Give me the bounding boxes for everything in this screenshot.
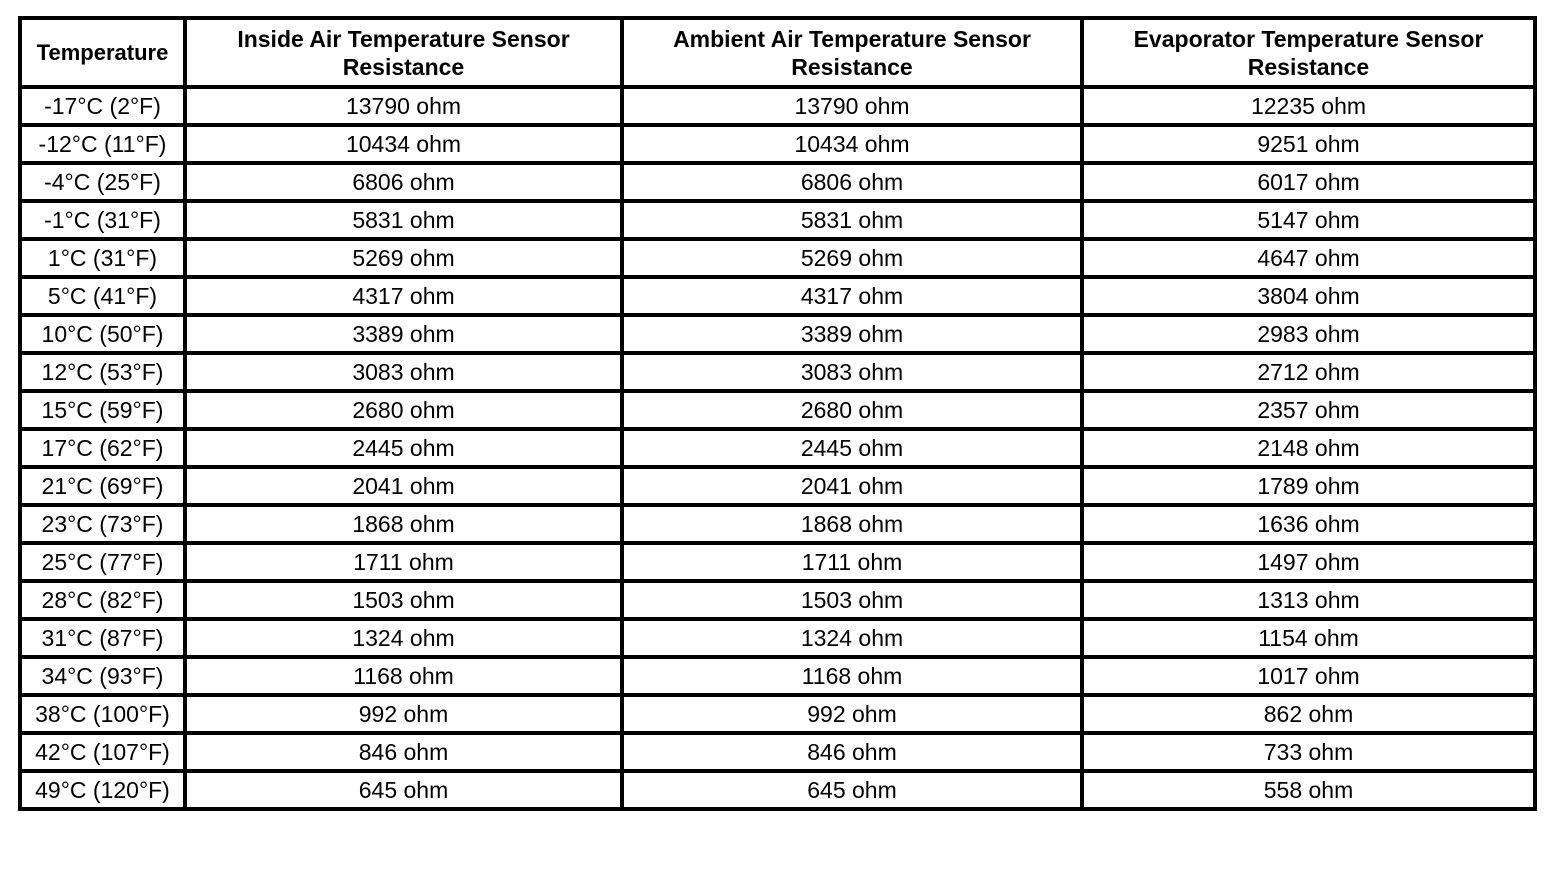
cell-inside-air-resistance: 1868 ohm: [185, 505, 622, 543]
table-row: [20, 543, 1535, 581]
table-row: [20, 695, 1535, 733]
cell-ambient-air-resistance: 4317 ohm: [622, 277, 1082, 315]
cell-inside-air-resistance: 10434 ohm: [185, 125, 622, 163]
cell-temperature: 10°C (50°F): [20, 315, 185, 353]
cell-evaporator-resistance: 1636 ohm: [1082, 505, 1535, 543]
cell-inside-air-resistance: 5831 ohm: [185, 201, 622, 239]
cell-ambient-air-resistance: 2041 ohm: [622, 467, 1082, 505]
table-body: [20, 87, 1535, 809]
table-row: [20, 163, 1535, 201]
cell-evaporator-resistance: 862 ohm: [1082, 695, 1535, 733]
cell-temperature: -17°C (2°F): [20, 87, 185, 125]
table-row: [20, 125, 1535, 163]
cell-inside-air-resistance: 1168 ohm: [185, 657, 622, 695]
cell-temperature: 12°C (53°F): [20, 353, 185, 391]
cell-temperature: 31°C (87°F): [20, 619, 185, 657]
cell-temperature: -4°C (25°F): [20, 163, 185, 201]
cell-inside-air-resistance: 992 ohm: [185, 695, 622, 733]
cell-evaporator-resistance: 6017 ohm: [1082, 163, 1535, 201]
table-row: [20, 391, 1535, 429]
table-row: [20, 505, 1535, 543]
cell-ambient-air-resistance: 1711 ohm: [622, 543, 1082, 581]
table-row: [20, 619, 1535, 657]
cell-evaporator-resistance: 5147 ohm: [1082, 201, 1535, 239]
cell-evaporator-resistance: 4647 ohm: [1082, 239, 1535, 277]
cell-temperature: 5°C (41°F): [20, 277, 185, 315]
column-header-evaporator: Evaporator Temperature Sensor Resistance: [1082, 18, 1535, 87]
table-header-row: [20, 18, 1535, 87]
column-header-inside-air: Inside Air Temperature Sensor Resistance: [185, 18, 622, 87]
cell-ambient-air-resistance: 5269 ohm: [622, 239, 1082, 277]
cell-temperature: -12°C (11°F): [20, 125, 185, 163]
cell-ambient-air-resistance: 1168 ohm: [622, 657, 1082, 695]
cell-evaporator-resistance: 1017 ohm: [1082, 657, 1535, 695]
cell-evaporator-resistance: 12235 ohm: [1082, 87, 1535, 125]
cell-ambient-air-resistance: 6806 ohm: [622, 163, 1082, 201]
cell-evaporator-resistance: 1789 ohm: [1082, 467, 1535, 505]
cell-temperature: 25°C (77°F): [20, 543, 185, 581]
cell-inside-air-resistance: 3083 ohm: [185, 353, 622, 391]
cell-ambient-air-resistance: 1324 ohm: [622, 619, 1082, 657]
cell-temperature: 23°C (73°F): [20, 505, 185, 543]
cell-ambient-air-resistance: 3389 ohm: [622, 315, 1082, 353]
cell-evaporator-resistance: 2712 ohm: [1082, 353, 1535, 391]
table-row: [20, 277, 1535, 315]
table-row: [20, 733, 1535, 771]
column-header-temperature: Temperature: [20, 18, 185, 87]
table-row: [20, 239, 1535, 277]
table-row: [20, 771, 1535, 809]
cell-evaporator-resistance: 2983 ohm: [1082, 315, 1535, 353]
cell-ambient-air-resistance: 1868 ohm: [622, 505, 1082, 543]
cell-ambient-air-resistance: 1503 ohm: [622, 581, 1082, 619]
cell-temperature: 15°C (59°F): [20, 391, 185, 429]
table-row: [20, 201, 1535, 239]
cell-temperature: 49°C (120°F): [20, 771, 185, 809]
cell-evaporator-resistance: 2148 ohm: [1082, 429, 1535, 467]
cell-inside-air-resistance: 3389 ohm: [185, 315, 622, 353]
cell-evaporator-resistance: 9251 ohm: [1082, 125, 1535, 163]
cell-inside-air-resistance: 645 ohm: [185, 771, 622, 809]
cell-temperature: -1°C (31°F): [20, 201, 185, 239]
cell-evaporator-resistance: 733 ohm: [1082, 733, 1535, 771]
cell-ambient-air-resistance: 645 ohm: [622, 771, 1082, 809]
cell-ambient-air-resistance: 2445 ohm: [622, 429, 1082, 467]
cell-inside-air-resistance: 13790 ohm: [185, 87, 622, 125]
cell-inside-air-resistance: 1324 ohm: [185, 619, 622, 657]
cell-ambient-air-resistance: 13790 ohm: [622, 87, 1082, 125]
cell-inside-air-resistance: 4317 ohm: [185, 277, 622, 315]
table-row: [20, 87, 1535, 125]
cell-inside-air-resistance: 5269 ohm: [185, 239, 622, 277]
cell-evaporator-resistance: 2357 ohm: [1082, 391, 1535, 429]
table-row: [20, 429, 1535, 467]
cell-temperature: 38°C (100°F): [20, 695, 185, 733]
table-row: [20, 315, 1535, 353]
table-row: [20, 353, 1535, 391]
cell-evaporator-resistance: 1154 ohm: [1082, 619, 1535, 657]
cell-inside-air-resistance: 2041 ohm: [185, 467, 622, 505]
cell-temperature: 17°C (62°F): [20, 429, 185, 467]
cell-ambient-air-resistance: 846 ohm: [622, 733, 1082, 771]
cell-ambient-air-resistance: 992 ohm: [622, 695, 1082, 733]
cell-evaporator-resistance: 3804 ohm: [1082, 277, 1535, 315]
cell-ambient-air-resistance: 2680 ohm: [622, 391, 1082, 429]
cell-temperature: 28°C (82°F): [20, 581, 185, 619]
table-row: [20, 581, 1535, 619]
cell-temperature: 21°C (69°F): [20, 467, 185, 505]
cell-ambient-air-resistance: 10434 ohm: [622, 125, 1082, 163]
cell-inside-air-resistance: 1711 ohm: [185, 543, 622, 581]
cell-inside-air-resistance: 6806 ohm: [185, 163, 622, 201]
cell-temperature: 42°C (107°F): [20, 733, 185, 771]
cell-evaporator-resistance: 558 ohm: [1082, 771, 1535, 809]
cell-inside-air-resistance: 846 ohm: [185, 733, 622, 771]
sensor-resistance-table: [18, 16, 1537, 811]
table-row: [20, 657, 1535, 695]
cell-temperature: 34°C (93°F): [20, 657, 185, 695]
cell-inside-air-resistance: 2445 ohm: [185, 429, 622, 467]
cell-temperature: 1°C (31°F): [20, 239, 185, 277]
table-row: [20, 467, 1535, 505]
cell-inside-air-resistance: 1503 ohm: [185, 581, 622, 619]
cell-inside-air-resistance: 2680 ohm: [185, 391, 622, 429]
cell-ambient-air-resistance: 3083 ohm: [622, 353, 1082, 391]
cell-evaporator-resistance: 1497 ohm: [1082, 543, 1535, 581]
cell-evaporator-resistance: 1313 ohm: [1082, 581, 1535, 619]
column-header-ambient-air: Ambient Air Temperature Sensor Resistance: [622, 18, 1082, 87]
cell-ambient-air-resistance: 5831 ohm: [622, 201, 1082, 239]
